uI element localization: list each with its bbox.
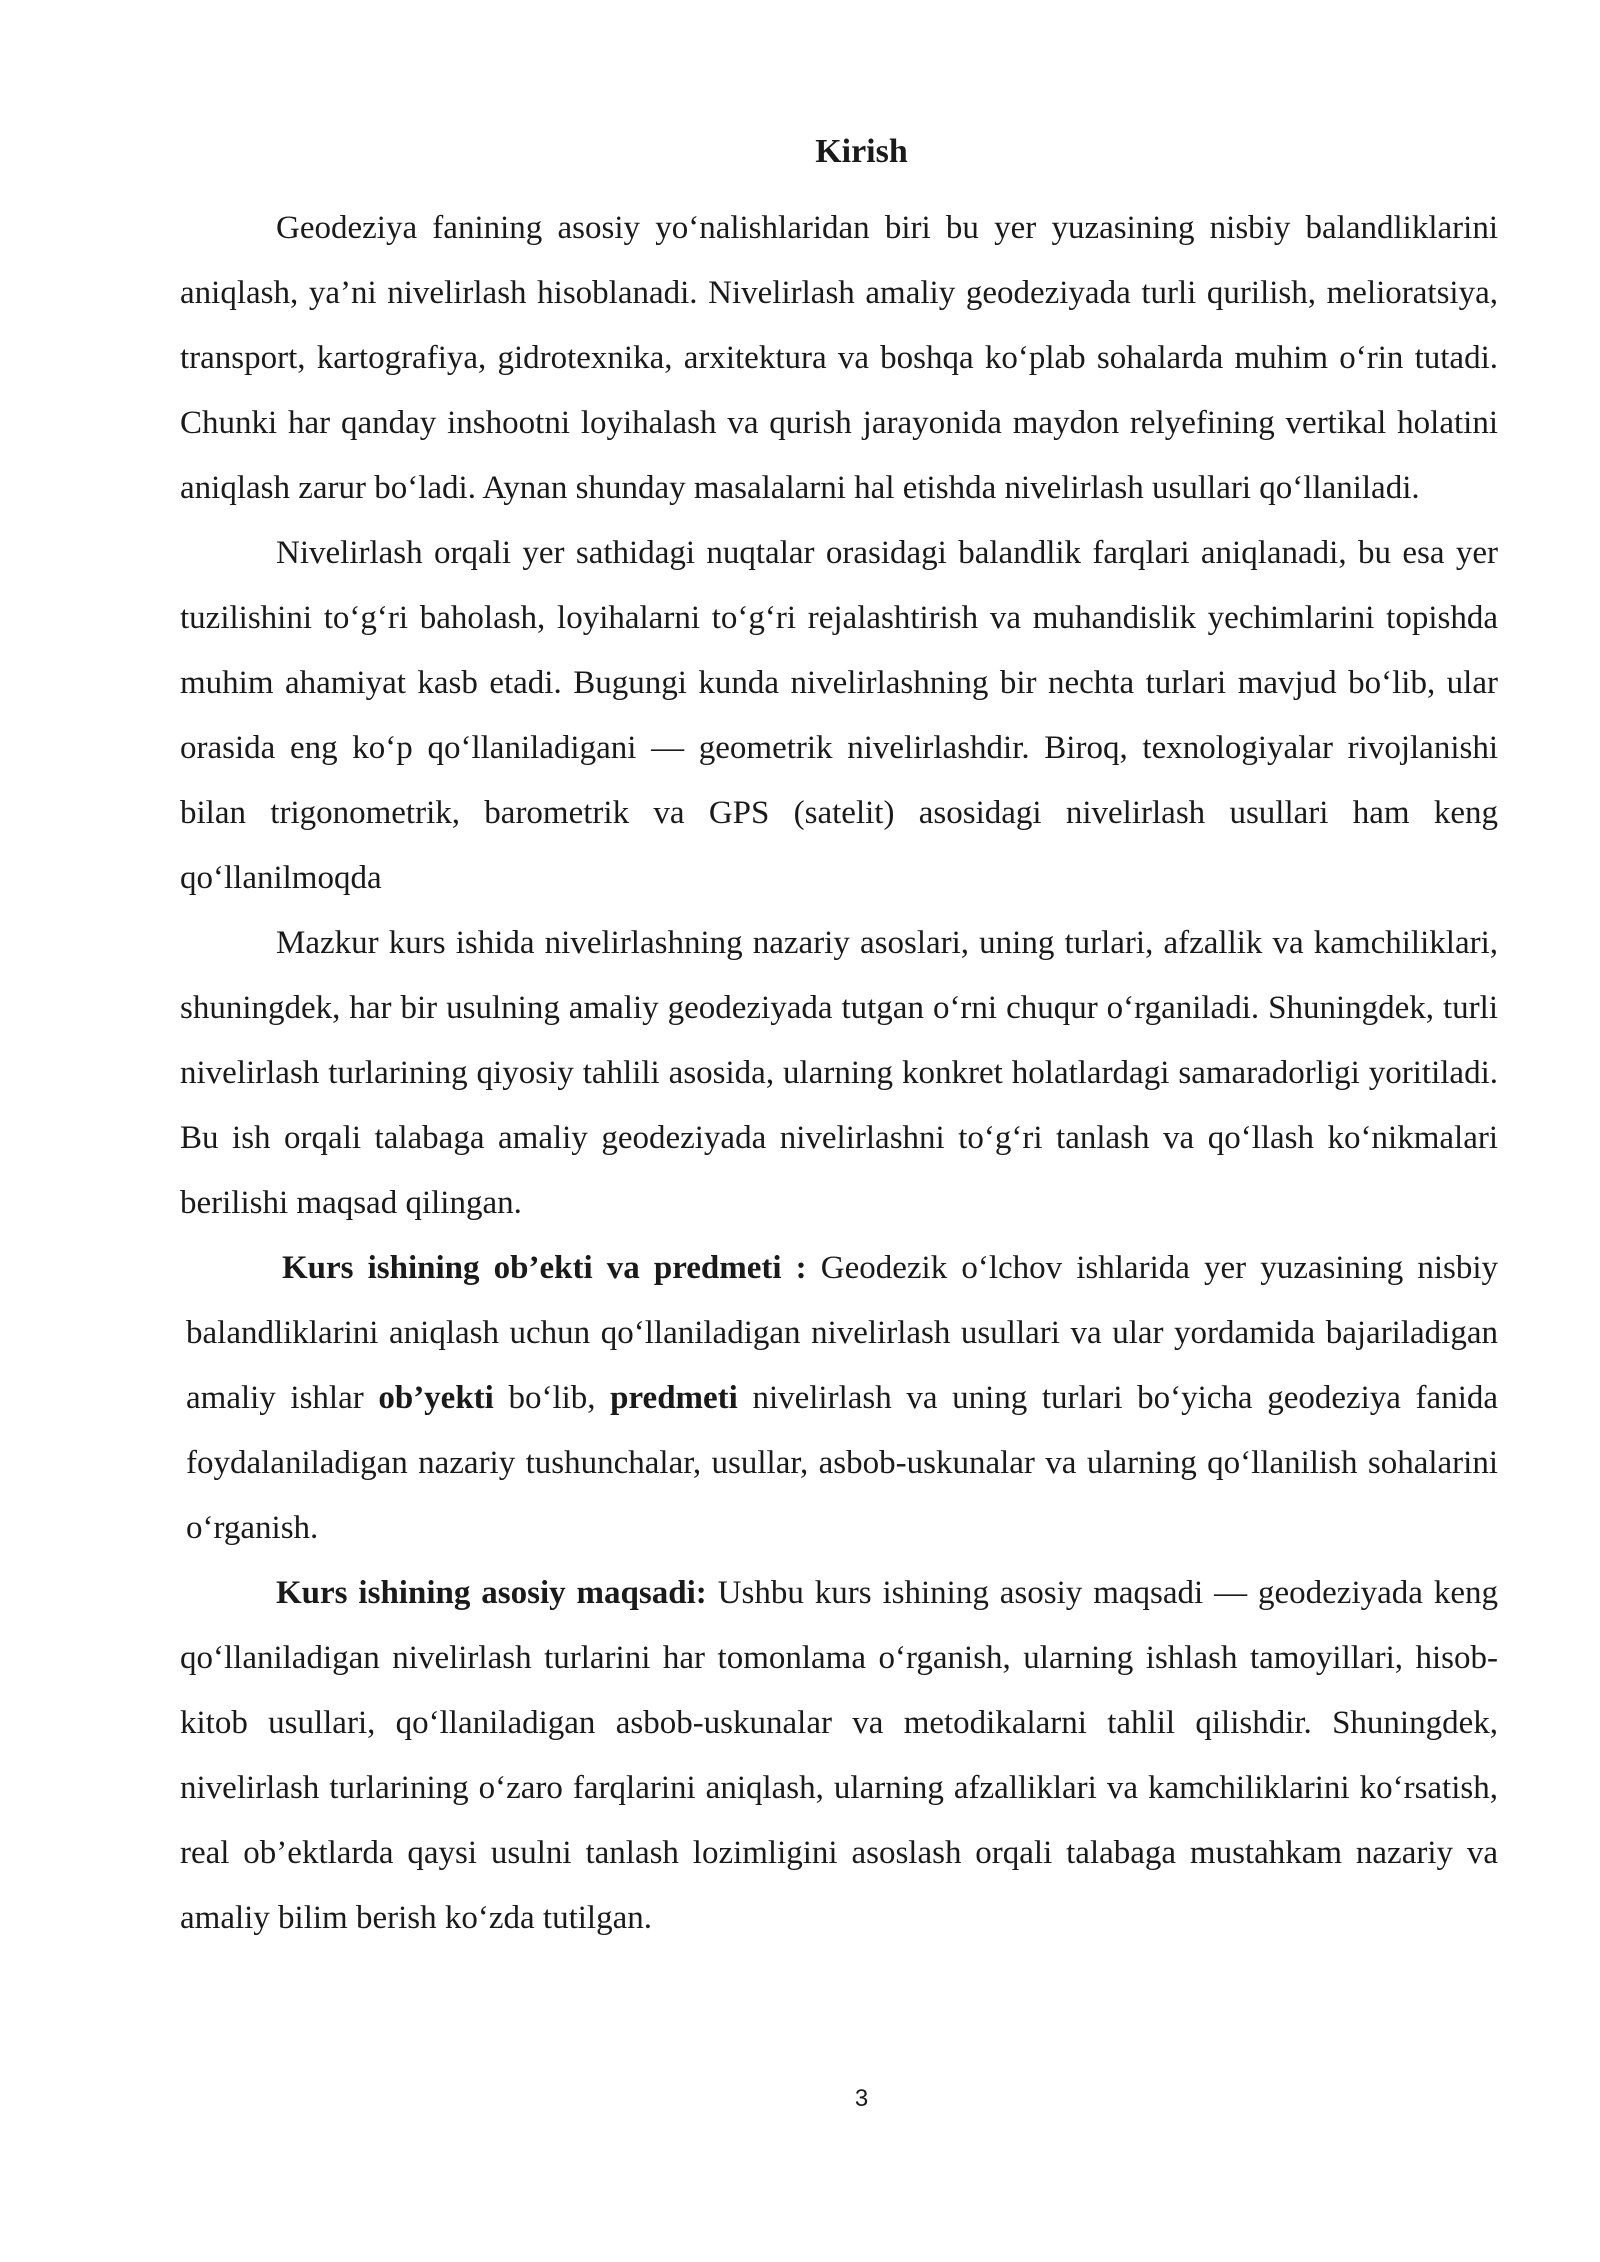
object-term: ob’yekti bbox=[378, 1380, 494, 1416]
body-text bbox=[180, 196, 1498, 1951]
paragraph-intro: Geodeziya fanining asosiy yo‘nalishlaridan biri bu yer yuzasining nisbiy balandliklarini aniqlash, ya’ni nivelirlash hisoblanadi. Nivelirlash amaliy geodeziyada turli qurilish, melioratsiya, transport, kartografiya, gidrotexnika, arxitektura va boshqa ko‘plab sohalarda muhim o‘rin tutadi. Chunki har qanday inshootni loyihalash va qurish jarayonida maydon relyefining vertikal holatini aniqlash zarur bo‘ladi. Aynan shunday masalalarni hal etishda nivelirlash usullari qo‘llaniladi. bbox=[180, 210, 1498, 506]
object-subject-text-3: nivelirlash va uning turlari bo‘yicha geodeziya fanida foydalaniladigan nazariy tushunchalar, usullar, asbob-uskunalar va ularning qo‘llanilish sohalarini o‘rganish. bbox=[186, 1380, 1499, 1546]
paragraph-object-subject bbox=[180, 1236, 1498, 1561]
paragraph-levelling-types: Nivelirlash orqali yer sathidagi nuqtalar orasidagi balandlik farqlari aniqlanadi, bu esa yer tuzilishini to‘g‘ri baholash, loyihalarni to‘g‘ri rejalashtirish va muhandislik yechimlarini topishda muhim ahamiyat kasb etadi. Bugungi kunda nivelirlashning bir nechta turlari mavjud bo‘lib, ular orasida eng ko‘p qo‘llaniladigani — geometrik nivelirlashdir. Biroq, texnologiyalar rivojlanishi bilan trigonometrik, barometrik va GPS (satelit) asosidagi nivelirlash usullari ham keng qo‘llanilmoqda bbox=[180, 535, 1498, 896]
page-title: Kirish bbox=[815, 133, 908, 170]
main-goal-text: Ushbu kurs ishining asosiy maqsadi — geodeziyada keng qo‘llaniladigan nivelirlash turlarini har tomonlama o‘rganish, ularning ishlash tamoyillari, hisob-kitob usullari, qo‘llaniladigan asbob-uskunalar va metodikalarni tahlil qilishdir. Shuningdek, nivelirlash turlarining o‘zaro farqlarini aniqlash, ularning afzalliklari va kamchiliklarini ko‘rsatish, real ob’ektlarda qaysi usulni tanlash lozimligini asoslash orqali talabaga mustahkam nazariy va amaliy bilim berish ko‘zda tutilgan. bbox=[180, 1575, 1498, 1936]
paragraph-main-goal bbox=[180, 1561, 1498, 1951]
main-goal-heading: Kurs ishining asosiy maqsadi: bbox=[276, 1575, 707, 1611]
page-number: 3 bbox=[854, 2085, 869, 2112]
subject-term: predmeti bbox=[610, 1380, 738, 1416]
object-subject-text-1: Geodezik o‘lchov ishlarida yer yuzasining nisbiy balandliklarini aniqlash uchun qo‘llaniladigan nivelirlash usullari va ular yordamida bajariladigan amaliy ishlar bbox=[186, 1250, 1499, 1416]
paragraph-course-scope: Mazkur kurs ishida nivelirlashning nazariy asoslari, uning turlari, afzallik va kamchiliklari, shuningdek, har bir usulning amaliy geodeziyada tutgan o‘rni chuqur o‘rganiladi. Shuningdek, turli nivelirlash turlarining qiyosiy tahlili asosida, ularning konkret holatlardagi samaradorligi yoritiladi. Bu ish orqali talabaga amaliy geodeziyada nivelirlashni to‘g‘ri tanlash va qo‘llash ko‘nikmalari berilishi maqsad qilingan. bbox=[180, 925, 1498, 1221]
object-subject-text-2: bo‘lib, bbox=[493, 1380, 611, 1416]
object-subject-heading: Kurs ishining ob’ekti va predmeti : bbox=[282, 1250, 807, 1286]
